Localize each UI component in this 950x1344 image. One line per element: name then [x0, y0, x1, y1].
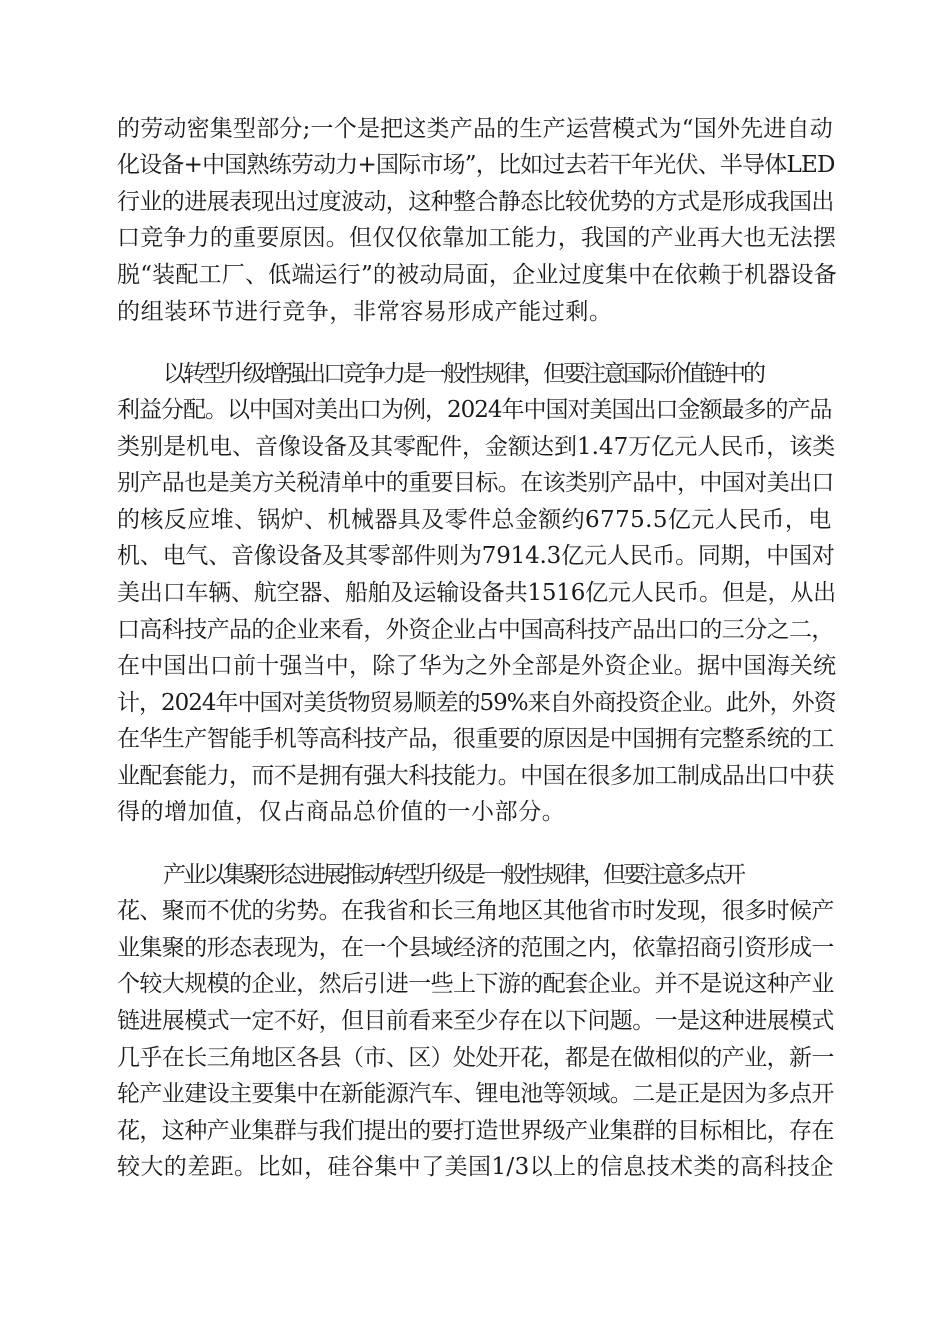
paragraph-2-line-13: 得的增加值，仅占商品总价值的一小部分。 — [117, 799, 566, 825]
paragraph-1-line-3: 行业的进展表现出过度波动，这种整合静态比较优势的方式是形成我国出 — [117, 189, 834, 215]
paragraph-2-line-7: 美出口车辆、航空器、船舶及运输设备共1516亿元人民币。但是，从出 — [117, 580, 836, 606]
paragraph-3-line-8: 花，这种产业集群与我们提出的要打造世界级产业集群的目标相比，存在 — [117, 1118, 834, 1144]
paragraph-2-line-11: 在华生产智能手机等高科技产品，很重要的原因是中国拥有完整系统的工 — [117, 726, 834, 752]
paragraph-3-line-2: 花、聚而不优的劣势。在我省和长三角地区其他省市时发现，很多时候产 — [117, 898, 834, 924]
paragraph-2-line-1: 以转型升级增强出口竞争力是一般性规律，但要注意国际价值链中的 — [163, 361, 763, 387]
paragraph-2-line-2: 利益分配。以中国对美出口为例，2024年中国对美国出口金额最多的产品 — [117, 397, 832, 423]
paragraph-1-line-5: 脱“装配工厂、低端运行”的被动局面，企业过度集中在依赖于机器设备 — [117, 262, 837, 288]
paragraph-2-line-5: 的核反应堆、锅炉、机械器具及零件总金额约6775.5亿元人民币，电 — [117, 507, 832, 533]
paragraph-2-line-10: 计，2024年中国对美货物贸易顺差的59%来自外商投资企业。此外，外资 — [117, 690, 836, 716]
paragraph-2-line-12: 业配套能力，而不是拥有强大科技能力。中国在很多加工制成品出口中获 — [117, 763, 834, 789]
paragraph-1-line-4: 口竞争力的重要原因。但仅仅依靠加工能力，我国的产业再大也无法摆 — [117, 225, 837, 251]
paragraph-3-line-4: 个较大规模的企业，然后引进一些上下游的配套企业。并不是说这种产业 — [117, 971, 834, 997]
paragraph-3-line-9: 较大的差距。比如，硅谷集中了美国1/3以上的信息技术类的高科技企 — [117, 1154, 834, 1180]
paragraph-2-line-6: 机、电气、音像设备及其零部件则为7914.3亿元人民币。同期，中国对 — [117, 543, 835, 569]
paragraph-2-line-8: 口高科技产品的企业来看，外资企业占中国高科技产品出口的三分之二， — [117, 617, 834, 643]
paragraph-2-line-9: 在中国出口前十强当中，除了华为之外全部是外资企业。据中国海关统 — [117, 653, 837, 679]
paragraph-1-line-6: 的组装环节进行竞争，非常容易形成产能过剩。 — [117, 299, 613, 325]
paragraph-3-line-5: 链进展模式一定不好，但目前看来至少存在以下问题。一是这种进展模式 — [117, 1008, 834, 1034]
paragraph-3-line-1: 产业以集聚形态进展推动转型升级是一般性规律，但要注意多点开 — [163, 862, 743, 888]
paragraph-3-line-3: 业集聚的形态表现为，在一个县域经济的范围之内，依靠招商引资形成一 — [117, 935, 834, 961]
paragraph-2-line-4: 别产品也是美方关税清单中的重要目标。在该类别产品中，中国对美出口 — [117, 470, 834, 496]
paragraph-1-line-1: 的劳动密集型部分;一个是把这类产品的生产运营模式为“国外先进自动 — [117, 116, 833, 142]
paragraph-3-line-7: 轮产业建设主要集中在新能源汽车、锂电池等领域。二是正是因为多点开 — [117, 1081, 834, 1107]
paragraph-1-line-2: 化设备+中国熟练劳动力+国际市场”，比如过去若干年光伏、半导体LED — [117, 152, 835, 178]
paragraph-2-line-3: 类别是机电、音像设备及其零配件，金额达到1.47万亿元人民币，该类 — [117, 434, 836, 460]
paragraph-3-line-6: 几乎在长三角地区各县（市、区）处处开花，都是在做相似的产业，新一 — [117, 1045, 834, 1071]
